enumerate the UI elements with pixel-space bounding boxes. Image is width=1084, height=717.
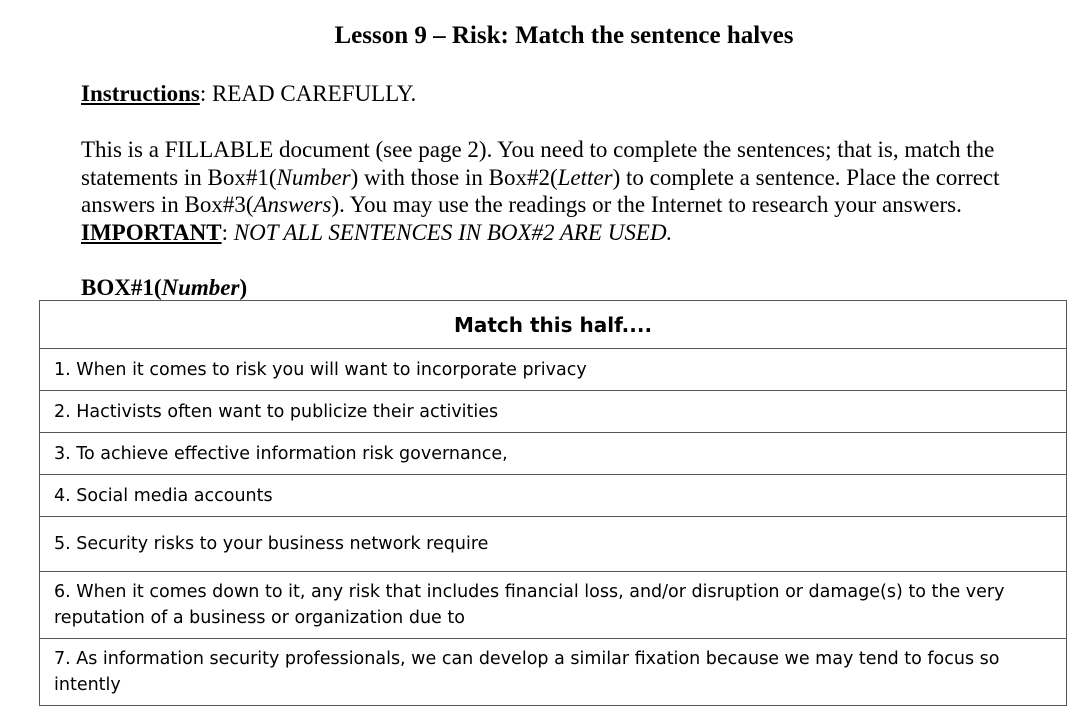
table-row (40, 639, 1067, 706)
instructions-separator: : (199, 81, 207, 106)
instructions-line (81, 79, 416, 109)
table-cell-3: 3. To achieve effective information risk governance, (40, 433, 1067, 475)
important-text: NOT ALL SENTENCES IN BOX#2 ARE USED. (228, 219, 673, 245)
instructions-label: Instructions (81, 81, 200, 106)
instructions-text: READ CAREFULLY. (206, 81, 417, 106)
table-row (40, 517, 1067, 572)
important-separator: : (221, 219, 228, 245)
table-row (40, 433, 1067, 475)
paragraph-text: ) to complete a sentence. Place the correct (612, 164, 1000, 190)
table-row (40, 572, 1067, 639)
paragraph-text: ) with those in Box#2( (350, 164, 558, 190)
paragraph-text: ). You may use the readings or the Internet to research your answers. (331, 192, 962, 217)
table-cell-1: 1. When it comes to risk you will want to incorporate privacy (40, 349, 1067, 391)
table-row (40, 475, 1067, 517)
paragraph-line-3 (81, 191, 1071, 219)
paragraph-emphasis-letter: Letter (557, 164, 613, 190)
table-header-row (40, 301, 1067, 349)
paragraph-emphasis-number: Number (276, 164, 351, 190)
box1-table (39, 300, 1067, 706)
paragraph-text: statements in Box#1( (81, 164, 277, 190)
table-cell-4: 4. Social media accounts (40, 475, 1067, 517)
paragraph-line-1: This is a FILLABLE document (see page 2). You need to complete the sentences; that is, match the (81, 137, 995, 162)
document-title: Lesson 9 – Risk: Match the sentence halves (334, 22, 794, 49)
table-cell-7: 7. As information security professionals, we can develop a similar fixation because we may tend to focus so intently (40, 639, 1067, 706)
box1-label (81, 273, 247, 303)
table-cell-5: 5. Security risks to your business network require (40, 517, 1067, 572)
important-label: IMPORTANT (81, 219, 222, 245)
paragraph-emphasis-answers: Answers (253, 192, 332, 217)
box1-label-close: ) (239, 275, 248, 300)
table-cell-2: 2. Hactivists often want to publicize their activities (40, 391, 1067, 433)
paragraph-line-2 (81, 164, 1071, 192)
paragraph-line-4 (81, 219, 1071, 247)
table-row (40, 349, 1067, 391)
box1-label-text: BOX#1( (81, 275, 162, 300)
table-header-cell: Match this half.... (40, 301, 1067, 349)
paragraph-text: answers in Box#3( (81, 192, 254, 217)
instructions-paragraph (81, 136, 1071, 246)
table-row (40, 391, 1067, 433)
table-cell-6: 6. When it comes down to it, any risk that includes financial loss, and/or disruption or damage(s) to the very reputation of a business or organization due to (40, 572, 1067, 639)
box1-label-number: Number (161, 275, 240, 300)
